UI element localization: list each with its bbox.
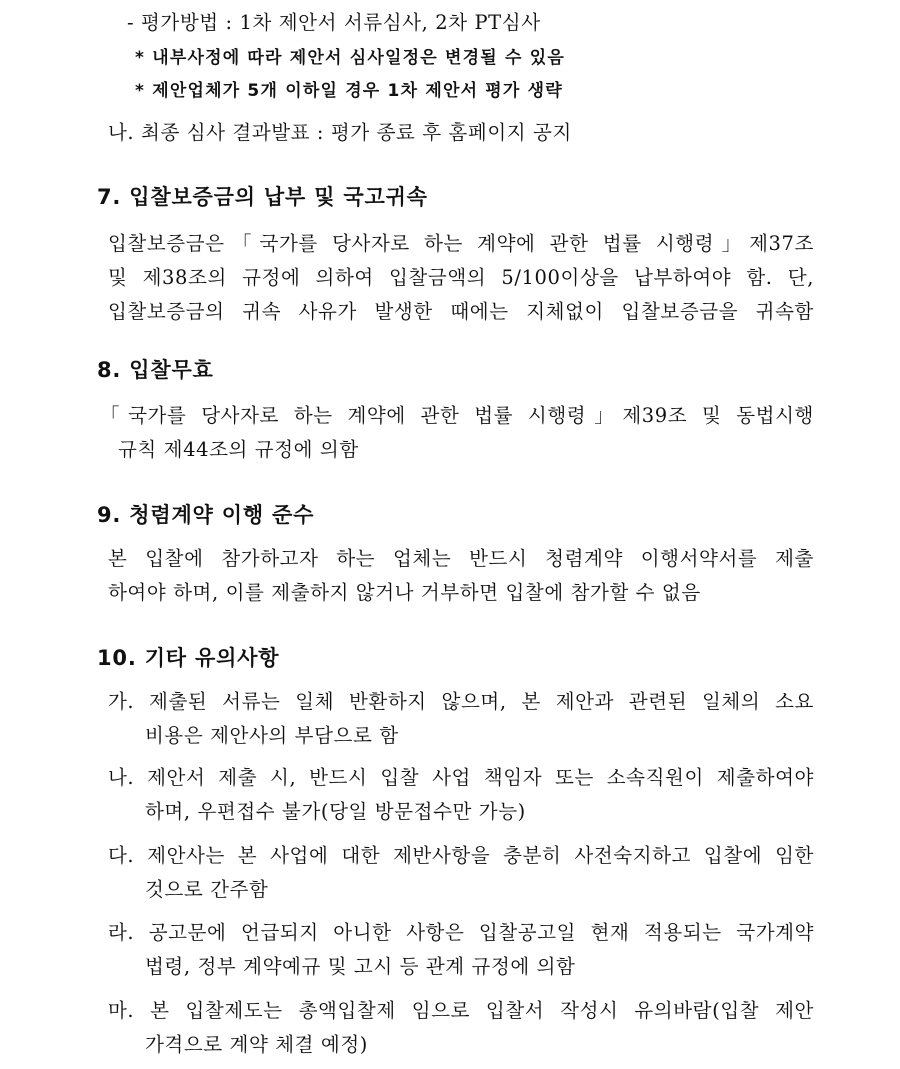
evaluation-note-schedule: * 내부사정에 따라 제안서 심사일정은 변경될 수 있음 (135, 48, 565, 68)
section-9-line: 본 입찰에 참가하고자 하는 업체는 반드시 청렴계약 이행서약서를 제출 (108, 547, 814, 570)
section-8-line: 「국가를 당사자로 하는 계약에 관한 법률 시행령」제39조 및 동법시행 (100, 404, 814, 427)
evaluation-note-skip: * 제안업체가 5개 이하일 경우 1차 제안서 평가 생략 (135, 81, 563, 101)
final-result-announcement: 나. 최종 심사 결과발표 : 평가 종료 후 홈페이지 공지 (108, 121, 572, 144)
section-9-line: 하여야 하며, 이를 제출하지 않거나 거부하면 입찰에 참가할 수 없음 (108, 581, 701, 604)
notice-item-line: 다. 제안사는 본 사업에 대한 제반사항을 충분히 사전숙지하고 입찰에 임한 (108, 844, 814, 867)
notice-item-line: 가. 제출된 서류는 일체 반환하지 않으며, 본 제안과 관련된 일체의 소요 (108, 690, 814, 713)
section-7-heading: 7. 입찰보증금의 납부 및 국고귀속 (97, 185, 428, 209)
notice-item-line: 나. 제안서 제출 시, 반드시 입찰 사업 책임자 또는 소속직원이 제출하여야 (108, 766, 814, 789)
section-10-heading: 10. 기타 유의사항 (97, 646, 280, 670)
section-8-heading: 8. 입찰무효 (97, 358, 214, 382)
section-8-line: 규칙 제44조의 규정에 의함 (118, 438, 359, 461)
evaluation-method: - 평가방법 : 1차 제안서 서류심사, 2차 PT심사 (127, 11, 541, 34)
notice-item-line: 법령, 정부 계약예규 및 고시 등 관계 규정에 의함 (145, 955, 576, 978)
notice-item-line: 가격으로 계약 체결 예정) (145, 1033, 368, 1056)
notice-item-line: 비용은 제안사의 부담으로 함 (145, 724, 399, 747)
notice-item-line: 하며, 우편접수 불가(당일 방문접수만 가능) (145, 800, 526, 823)
notice-item-line: 마. 본 입찰제도는 총액입찰제 임으로 입찰서 작성시 유의바람(입찰 제안 (108, 999, 814, 1022)
section-7-line: 입찰보증금의 귀속 사유가 발생한 때에는 지체없이 입찰보증금을 귀속함 (108, 300, 814, 323)
section-9-heading: 9. 청렴계약 이행 준수 (97, 503, 315, 527)
section-7-line: 및 제38조의 규정에 의하여 입찰금액의 5/100이상을 납부하여야 함. 단, (108, 266, 814, 289)
notice-item-line: 것으로 간주함 (145, 878, 269, 901)
notice-item-line: 라. 공고문에 언급되지 아니한 사항은 입찰공고일 현재 적용되는 국가계약 (108, 921, 814, 944)
section-7-line: 입찰보증금은「국가를 당사자로 하는 계약에 관한 법률 시행령」제37조 (108, 232, 814, 255)
